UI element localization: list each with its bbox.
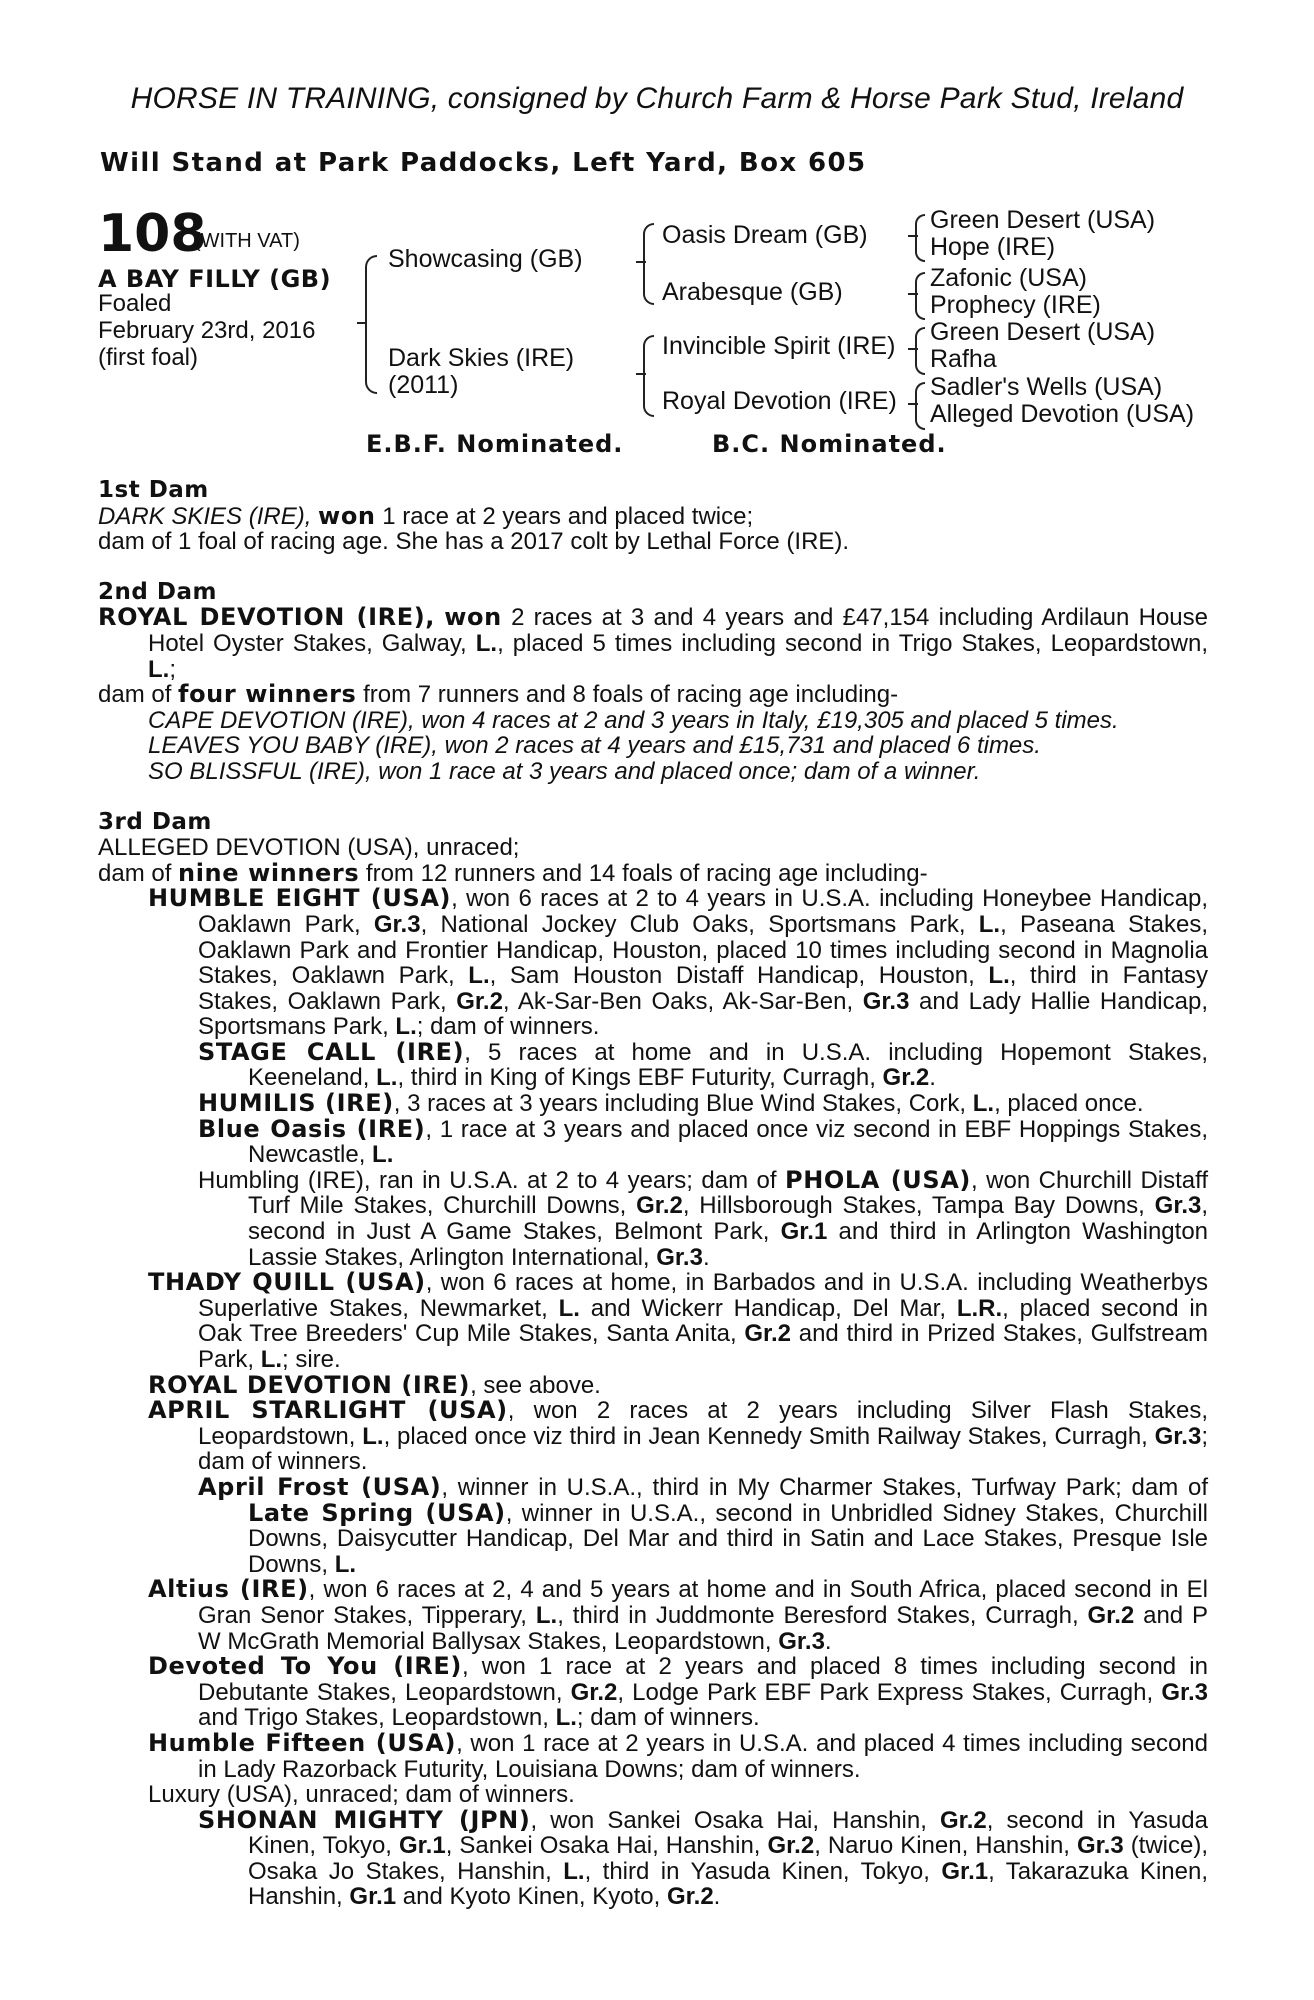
progeny-humble-fifteen: Humble Fifteen (USA), won 1 race at 2 years in U.S.A. and placed 4 times including second in Lady Razorback Futurity, Louisiana Downs; dam of winners. xyxy=(148,1728,1208,1783)
progeny-devoted-to-you: Devoted To You (IRE), won 1 race at 2 years and placed 8 times including second in Debutante Stakes, Leopardstown, Gr.2, Lodge Park EBF Park Express Stakes, Curragh, Gr.3 and Trigo Stakes, Leopardstown, L.; dam of winners. xyxy=(148,1652,1209,1732)
ggp-brace-3-tip xyxy=(908,348,918,350)
second-dam-produce: dam of four winners from 7 runners and 8 foals of racing age including- xyxy=(98,680,899,709)
first-dam-line-2: dam of 1 foal of racing age. She has a 2017 colt by Lethal Force (IRE). xyxy=(98,528,850,556)
stand-location: Will Stand at Park Paddocks, Left Yard, Box 605 xyxy=(100,148,867,178)
ebf-nominated: E.B.F. Nominated. xyxy=(366,430,624,458)
third-dam-title: 3rd Dam xyxy=(98,808,212,835)
ggp-2: Hope (IRE) xyxy=(930,233,1056,261)
progeny-blue-oasis: Blue Oasis (IRE), 1 race at 3 years and placed once viz second in EBF Hoppings Stakes, Newcastle, L. xyxy=(198,1114,1208,1169)
third-dam-produce: dam of nine winners from 12 runners and 14 foals of racing age including- xyxy=(98,858,928,887)
horse-description: A BAY FILLY (GB) xyxy=(98,265,332,293)
progeny-humbling: Humbling (IRE), ran in U.S.A. at 2 to 4 years; dam of PHOLA (USA), won Churchill Distaff Turf Mile Stakes, Churchill Downs, Gr.2, Hillsborough Stakes, Tampa Bay Downs, Gr.3, second in Just A Game Stakes, Belmont Park, Gr.1 and third in Arlington Washington Lassie Stakes, Arlington International, Gr.3. xyxy=(198,1165,1209,1271)
dam-dam: Royal Devotion (IRE) xyxy=(662,387,897,415)
ggp-brace-3 xyxy=(915,327,925,375)
pedigree-brace-dam-tip xyxy=(636,373,646,375)
ggp-7: Sadler's Wells (USA) xyxy=(930,373,1163,401)
ggp-brace-2-tip xyxy=(908,293,918,295)
ggp-5: Green Desert (USA) xyxy=(930,318,1156,346)
ggp-8: Alleged Devotion (USA) xyxy=(930,400,1195,428)
second-dam-progeny-3: SO BLISSFUL (IRE), won 1 race at 3 years and placed once; dam of a winner. xyxy=(148,757,981,785)
second-dam-entry: ROYAL DEVOTION (IRE), won 2 races at 3 and 4 years and £47,154 including Ardilaun House Hotel Oyster Stakes, Galway, L., placed 5 times including second in Trigo Stakes, Leopardstown, L.; xyxy=(98,603,1209,683)
third-dam-line-1: ALLEGED DEVOTION (USA), unraced; xyxy=(98,834,520,862)
ggp-6: Rafha xyxy=(930,345,997,373)
ggp-1: Green Desert (USA) xyxy=(930,206,1156,234)
pedigree-brace-sire xyxy=(643,223,654,305)
foaled-date: February 23rd, 2016 xyxy=(98,317,316,344)
ggp-brace-4 xyxy=(915,382,925,430)
progeny-humilis: HUMILIS (IRE), 3 races at 3 years including Blue Wind Stakes, Cork, L., placed once. xyxy=(198,1089,1144,1118)
first-dam-line-1: DARK SKIES (IRE), won 1 race at 2 years and placed twice; xyxy=(98,501,754,530)
pedigree-brace-main xyxy=(365,255,377,394)
sire-sire: Oasis Dream (GB) xyxy=(662,221,868,249)
ggp-brace-2 xyxy=(915,272,925,320)
dam-sire: Invincible Spirit (IRE) xyxy=(662,332,896,360)
first-dam-title: 1st Dam xyxy=(98,477,209,503)
dam: Dark Skies (IRE) xyxy=(388,344,575,372)
pedigree-brace-dam xyxy=(643,335,654,417)
progeny-altius: Altius (IRE), won 6 races at 2, 4 and 5 years at home and in South Africa, placed second in El Gran Senor Stakes, Tipperary, L., third in Juddmonte Beresford Stakes, Curragh, Gr.2 and P W McGrath Memorial Ballysax Stakes, Leopardstown, Gr.3. xyxy=(148,1575,1209,1655)
foaled-label: Foaled xyxy=(98,290,172,317)
ggp-brace-1-tip xyxy=(908,235,918,237)
bc-nominated: B.C. Nominated. xyxy=(712,430,947,458)
sire: Showcasing (GB) xyxy=(388,245,583,273)
lot-number: 108 xyxy=(98,204,207,264)
ggp-3: Zafonic (USA) xyxy=(930,264,1087,292)
ggp-brace-1 xyxy=(915,214,925,262)
second-dam-title: 2nd Dam xyxy=(98,578,217,605)
catalogue-body xyxy=(98,478,1208,1910)
second-dam-progeny-1: CAPE DEVOTION (IRE), won 4 races at 2 and 3 years in Italy, £19,305 and placed 5 times. xyxy=(148,706,1119,734)
ggp-brace-4-tip xyxy=(908,403,918,405)
progeny-thady-quill: THADY QUILL (USA), won 6 races at home, in Barbados and in U.S.A. including Weatherbys Superlative Stakes, Newmarket, L. and Wickerr Handicap, Del Mar, L.R., placed second in Oak Tree Breeders' Cup Mile Stakes, Santa Anita, Gr.2 and third in Prized Stakes, Gulfstream Park, L.; sire. xyxy=(148,1268,1209,1373)
vat-note: (WITH VAT) xyxy=(194,230,300,252)
pedigree-brace-main-tip xyxy=(357,322,367,324)
progeny-luxury: Luxury (USA), unraced; dam of winners. xyxy=(148,1781,575,1809)
progeny-royal-devotion: ROYAL DEVOTION (IRE), see above. xyxy=(148,1370,601,1399)
progeny-humble-eight: HUMBLE EIGHT (USA), won 6 races at 2 to 4 years in U.S.A. including Honeybee Handicap, Oaklawn Park, Gr.3, National Jockey Club Oaks, Sportsmans Park, L., Paseana Stakes, Oaklawn Park and Frontier Handicap, Houston, placed 10 times including second in Magnolia Stakes, Oaklawn Park, L., Sam Houston Distaff Handicap, Houston, L., third in Fantasy Stakes, Oaklawn Park, Gr.2, Ak-Sar-Ben Oaks, Ak-Sar-Ben, Gr.3 and Lady Hallie Handicap, Sportsmans Park, L.; dam of winners. xyxy=(148,884,1209,1041)
second-dam-progeny-2: LEAVES YOU BABY (IRE), won 2 races at 4 years and £15,731 and placed 6 times. xyxy=(148,732,1041,760)
consignment-title: HORSE IN TRAINING, consigned by Church Farm & Horse Park Stud, Ireland xyxy=(130,82,1184,115)
sire-dam: Arabesque (GB) xyxy=(662,278,843,306)
first-foal-note: (first foal) xyxy=(98,344,199,371)
progeny-april-frost: April Frost (USA), winner in U.S.A., third in My Charmer Stakes, Turfway Park; dam of Late Spring (USA), winner in U.S.A., second in Unbridled Sidney Stakes, Churchill Downs, Daisycutter Handicap, Del Mar and third in Satin and Lace Stakes, Presque Isle Downs, L. xyxy=(198,1472,1208,1578)
progeny-stage-call: STAGE CALL (IRE), 5 races at home and in U.S.A. including Hopemont Stakes, Keeneland, L., third in King of Kings EBF Futurity, Curragh, Gr.2. xyxy=(198,1037,1209,1092)
dam-year: (2011) xyxy=(388,371,459,399)
progeny-shonan-mighty: SHONAN MIGHTY (JPN), won Sankei Osaka Hai, Hanshin, Gr.2, second in Yasuda Kinen, Tokyo, Gr.1, Sankei Osaka Hai, Hanshin, Gr.2, Naruo Kinen, Hanshin, Gr.3 (twice), Osaka Jo Stakes, Hanshin, L., third in Yasuda Kinen, Tokyo, Gr.1, Takarazuka Kinen, Hanshin, Gr.1 and Kyoto Kinen, Kyoto, Gr.2. xyxy=(198,1805,1209,1911)
pedigree-brace-sire-tip xyxy=(636,261,646,263)
progeny-april-starlight: APRIL STARLIGHT (USA), won 2 races at 2 years including Silver Flash Stakes, Leopardstown, L., placed once viz third in Jean Kennedy Smith Railway Stakes, Curragh, Gr.3; dam of winners. xyxy=(148,1396,1208,1476)
ggp-4: Prophecy (IRE) xyxy=(930,291,1101,319)
